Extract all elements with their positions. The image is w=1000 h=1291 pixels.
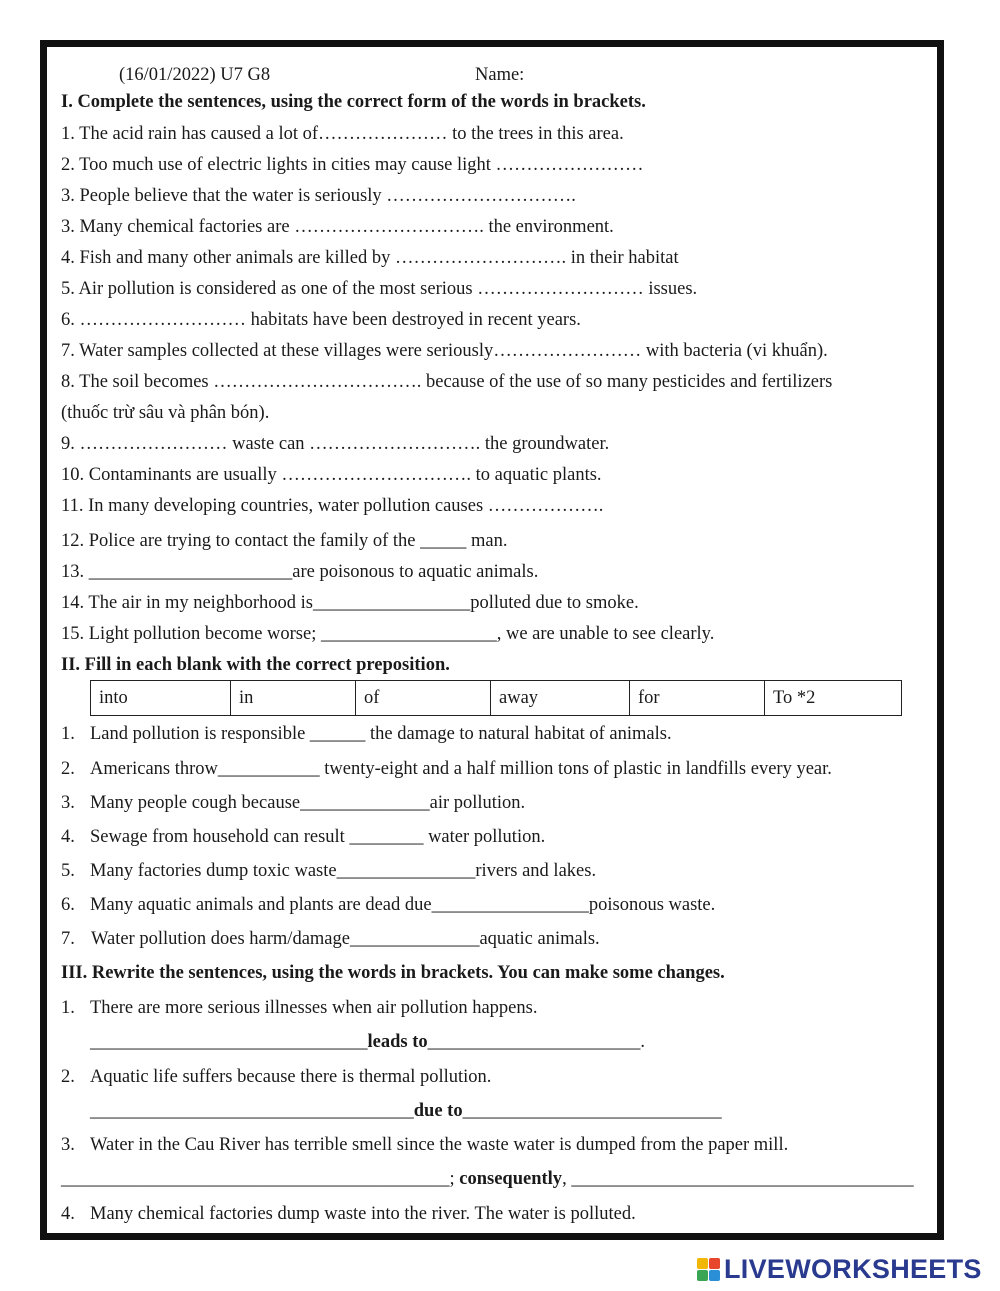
- s1-item: 3. Many chemical factories are …………………………. the environment.: [61, 217, 614, 237]
- s1-item: 6. ……………………… habitats have been destroyed in recent years.: [61, 310, 581, 330]
- word-box-cell: of: [356, 681, 491, 716]
- logo-tile: [697, 1270, 708, 1281]
- preposition-word-box: [90, 680, 902, 716]
- s1-item: 9. …………………… waste can ………………………. the groundwater.: [61, 434, 610, 454]
- s3-question: 1. There are more serious illnesses when air pollution happens.: [61, 998, 538, 1018]
- brand-name: LIVEWORKSHEETS: [724, 1253, 982, 1284]
- section-2-title: II. Fill in each blank with the correct preposition.: [61, 655, 450, 675]
- keyword: consequently: [459, 1169, 563, 1189]
- s2-item: 4. Sewage from household can result ________ water pollution.: [61, 827, 546, 847]
- s2-item: 1. Land pollution is responsible ______ the damage to natural habitat of animals.: [61, 724, 672, 744]
- word-box-cell: for: [630, 681, 765, 716]
- s3-question: 2. Aquatic life suffers because there is thermal pollution.: [61, 1067, 492, 1087]
- keyword: leads to: [367, 1032, 428, 1052]
- s2-item: 6. Many aquatic animals and plants are dead due_________________poisonous waste.: [61, 895, 716, 915]
- s1-item: 1. The acid rain has caused a lot of………………… to the trees in this area.: [61, 124, 624, 144]
- s2-item: 7. Water pollution does harm/damage______________aquatic animals.: [61, 929, 600, 949]
- s2-item: 3. Many people cough because______________air pollution.: [61, 793, 526, 813]
- section-1-title: I. Complete the sentences, using the correct form of the words in brackets.: [61, 92, 646, 112]
- logo-tile: [697, 1258, 708, 1269]
- s1-item: 2. Too much use of electric lights in cities may cause light ……………………: [61, 155, 644, 175]
- section-3-title: III. Rewrite the sentences, using the words in brackets. You can make some changes.: [61, 963, 725, 983]
- s1-item-continued: (thuốc trừ sâu và phân bón).: [61, 403, 270, 423]
- s1-item: 3. People believe that the water is seriously ………………………….: [61, 186, 576, 206]
- s3-question: 4. Many chemical factories dump waste into the river. The water is polluted.: [61, 1204, 636, 1224]
- s1-item: 7. Water samples collected at these villages were seriously…………………… with bacteria (vi khuẩn).: [61, 341, 828, 361]
- name-label: Name:: [475, 65, 525, 85]
- s1-item: 10. Contaminants are usually …………………………. to aquatic plants.: [61, 465, 602, 485]
- word-box-cell: into: [91, 681, 231, 716]
- logo-tile: [709, 1270, 720, 1281]
- logo-tile: [709, 1258, 720, 1269]
- s3-question: 3. Water in the Cau River has terrible smell since the waste water is dumped from the paper mill.: [61, 1135, 789, 1155]
- word-box-cell: in: [231, 681, 356, 716]
- keyword: due to: [413, 1101, 463, 1121]
- word-box-cell: To *2: [765, 681, 902, 716]
- s1-item: 4. Fish and many other animals are killed by ………………………. in their habitat: [61, 248, 679, 268]
- word-box-cell: away: [491, 681, 630, 716]
- s1-item: 8. The soil becomes ……………………………. because of the use of so many pesticides and fertilizers: [61, 372, 833, 392]
- s1-item: 11. In many developing countries, water pollution causes ……………….: [61, 496, 604, 516]
- s3-answer-line: ______________________________leads to_______________________.: [90, 1032, 645, 1052]
- s2-item: 5. Many factories dump toxic waste_______________rivers and lakes.: [61, 861, 597, 881]
- s3-answer-line: ___________________________________due to____________________________: [90, 1101, 722, 1121]
- s1-item: 13. ______________________are poisonous to aquatic animals.: [61, 562, 539, 582]
- s3-answer-line: __________________________________________; consequently, _____________________________________: [61, 1169, 914, 1189]
- s1-item: 12. Police are trying to contact the family of the _____ man.: [61, 531, 508, 551]
- liveworksheets-logo[interactable]: [697, 1252, 997, 1286]
- date-code: (16/01/2022) U7 G8: [119, 65, 271, 85]
- s1-item: 14. The air in my neighborhood is_________________polluted due to smoke.: [61, 593, 639, 613]
- s1-item: 5. Air pollution is considered as one of the most serious ……………………… issues.: [61, 279, 698, 299]
- s2-item: 2. Americans throw___________ twenty-eight and a half million tons of plastic in landfills every year.: [61, 759, 832, 779]
- logo-tiles-icon: [697, 1258, 720, 1281]
- s1-item: 15. Light pollution become worse; ___________________, we are unable to see clearly.: [61, 624, 715, 644]
- worksheet: [40, 40, 944, 1240]
